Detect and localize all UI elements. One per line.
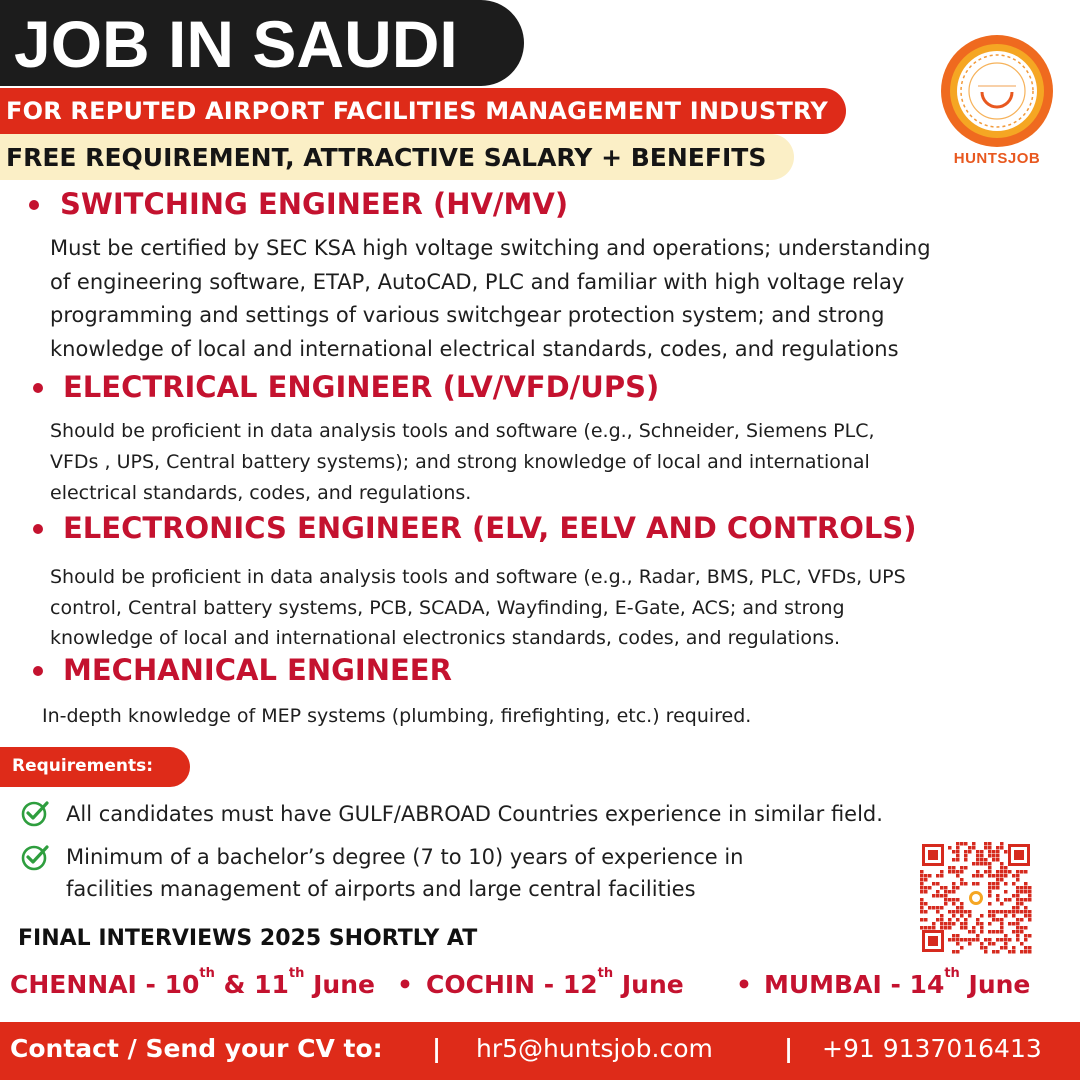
interview-mumbai — [764, 966, 1031, 999]
interview-chennai — [10, 966, 375, 999]
month: June — [959, 970, 1031, 999]
title-banner — [0, 0, 524, 86]
mumbai-date: MUMBAI - 14 — [764, 970, 945, 999]
requirements-label-pill — [0, 747, 190, 787]
interview-cochin — [426, 966, 684, 999]
ordinal-suffix: th — [288, 966, 305, 981]
job-title-switching: SWITCHING ENGINEER (HV/MV) — [60, 187, 569, 221]
requirement-item — [66, 841, 743, 905]
contact-footer — [0, 1022, 1080, 1080]
contact-phone-link[interactable]: +91 9137016413 — [822, 1034, 1042, 1063]
requirement-line: All candidates must have GULF/ABROAD Countries experience in similar field. — [66, 802, 883, 826]
job-desc-switching — [50, 232, 931, 366]
check-circle-icon — [20, 842, 50, 872]
desc-line: Should be proficient in data analysis tools and software (e.g., Radar, BMS, PLC, VFDs, UPS — [50, 566, 906, 588]
job-desc-mechanical — [42, 702, 751, 730]
subtitle: FOR REPUTED AIRPORT FACILITIES MANAGEMENT INDUSTRY — [6, 97, 828, 125]
chennai-date-2: & 11 — [214, 970, 289, 999]
ordinal-suffix: th — [944, 966, 960, 981]
desc-line: of engineering software, ETAP, AutoCAD, PLC and familiar with high voltage relay — [50, 269, 905, 294]
check-circle-icon — [20, 798, 50, 828]
bullet-icon — [33, 383, 43, 393]
bullet-icon — [33, 666, 43, 676]
desc-line: programming and settings of various switchgear protection system; and strong — [50, 303, 885, 327]
ordinal-suffix: th — [597, 966, 614, 981]
tagline-banner — [0, 134, 794, 180]
subtitle-banner — [0, 88, 846, 134]
job-desc-electronics — [50, 562, 906, 654]
bullet-icon — [29, 200, 39, 210]
ordinal-suffix: th — [199, 966, 215, 981]
month: June — [304, 970, 375, 999]
brand-name: HUNTSJOB — [953, 150, 1041, 167]
desc-line: Should be proficient in data analysis tools and software (e.g., Schneider, Siemens PLC, — [50, 420, 875, 442]
requirement-line: Minimum of a bachelor’s degree (7 to 10) years of experience in — [66, 845, 744, 869]
interviews-heading: FINAL INTERVIEWS 2025 SHORTLY AT — [18, 926, 478, 951]
footer-divider: | — [784, 1034, 794, 1063]
huntsjob-logo-icon — [938, 32, 1056, 150]
qr-code-icon[interactable] — [920, 842, 1032, 954]
desc-line: knowledge of local and international electrical standards, codes, and regulations — [50, 336, 899, 361]
page-title: JOB IN SAUDI — [14, 7, 458, 81]
month: June — [613, 970, 684, 999]
job-title-electronics: ELECTRONICS ENGINEER (ELV, EELV AND CONTROLS) — [63, 511, 917, 545]
bullet-icon — [33, 524, 43, 534]
footer-divider: | — [432, 1034, 442, 1063]
requirements-label: Requirements: — [12, 756, 154, 776]
chennai-date: CHENNAI - 10 — [10, 970, 200, 999]
tagline: FREE REQUIREMENT, ATTRACTIVE SALARY + BENEFITS — [6, 143, 767, 172]
desc-line: In-depth knowledge of MEP systems (plumbing, firefighting, etc.) required. — [42, 705, 752, 727]
job-title-mechanical: MECHANICAL ENGINEER — [63, 653, 452, 687]
desc-line: control, Central battery systems, PCB, SCADA, Wayfinding, E-Gate, ACS; and strong — [50, 596, 845, 619]
desc-line: VFDs , UPS, Central battery systems); and strong knowledge of local and international — [50, 451, 870, 473]
job-desc-electrical — [50, 416, 875, 509]
desc-line: electrical standards, codes, and regulations. — [50, 482, 472, 504]
cochin-date: COCHIN - 12 — [426, 970, 598, 999]
contact-email-link[interactable]: hr5@huntsjob.com — [476, 1034, 713, 1063]
desc-line: knowledge of local and international electronics standards, codes, and regulations. — [50, 627, 841, 649]
requirement-item — [66, 799, 883, 829]
contact-label: Contact / Send your CV to: — [10, 1034, 383, 1063]
separator-dot: • — [397, 970, 413, 999]
requirement-line: facilities management of airports and large central facilities — [66, 877, 696, 901]
desc-line: Must be certified by SEC KSA high voltage switching and operations; understanding — [50, 236, 931, 260]
job-title-electrical: ELECTRICAL ENGINEER (LV/VFD/UPS) — [63, 370, 660, 404]
separator-dot: • — [736, 970, 752, 999]
